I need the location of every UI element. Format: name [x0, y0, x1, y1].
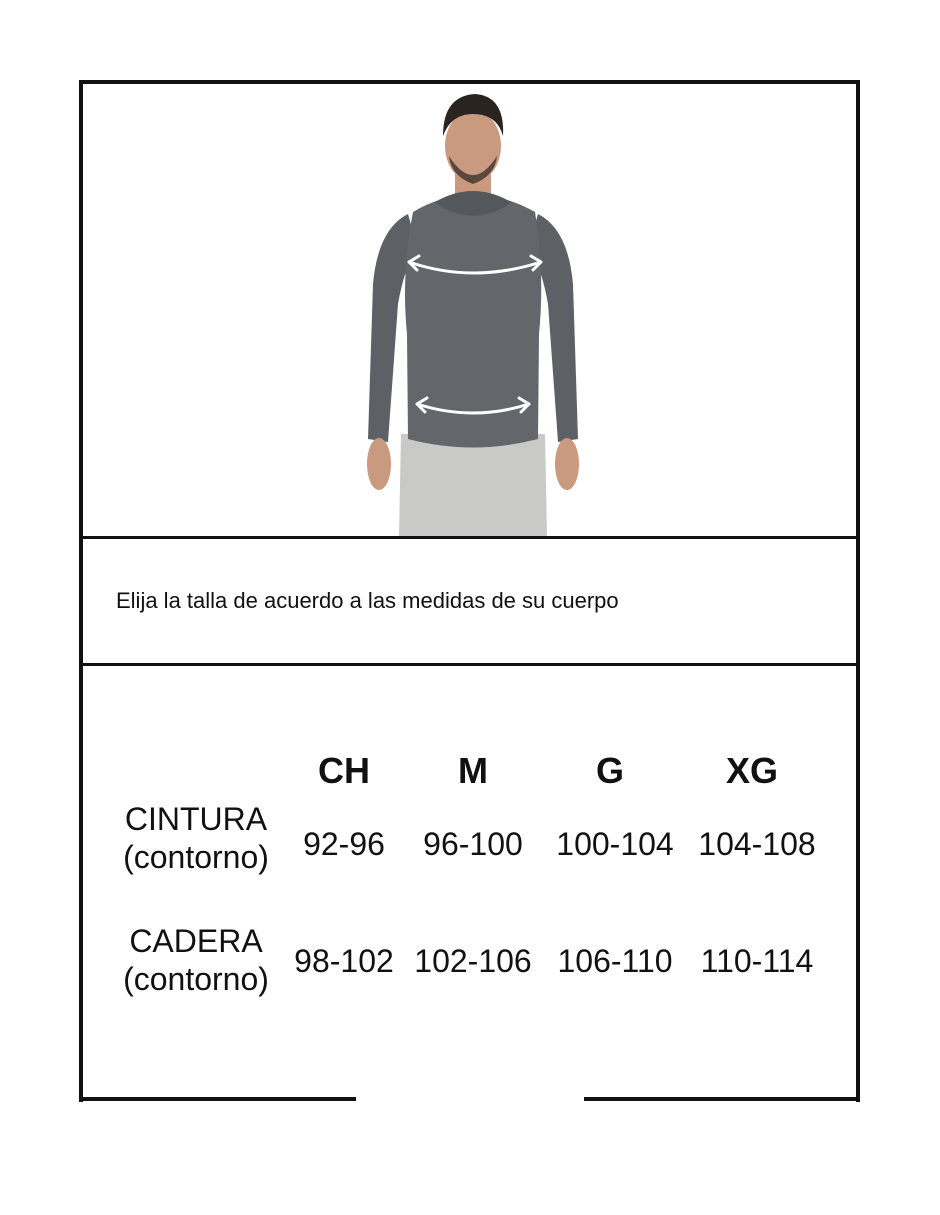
cadera-ch-value: 98-102 [294, 943, 394, 979]
cadera-xg-value: 110-114 [700, 943, 814, 979]
size-instruction-text: Elija la talla de acuerdo a las medidas de su cuerpo [116, 588, 619, 613]
model-left-hand [367, 438, 391, 490]
size-header-xg: XG [725, 750, 778, 791]
model-head [445, 110, 501, 182]
cintura-xg-value: 104-108 [698, 826, 816, 862]
row-label-cintura-line2: (contorno) [123, 839, 269, 875]
model-shorts [399, 434, 547, 536]
model-right-hand [555, 438, 579, 490]
row-label-cadera [106, 922, 286, 998]
model-photo [83, 84, 856, 536]
row-label-cintura-line1: CINTURA [124, 801, 268, 837]
frame-bottom-border-right [584, 1097, 860, 1101]
cintura-m-value: 96-100 [423, 826, 523, 862]
row-label-cadera-line1: CADERA [129, 923, 263, 959]
instruction-divider [79, 663, 860, 666]
model-hoodie [405, 196, 541, 448]
row-label-cadera-line2: (contorno) [123, 961, 269, 997]
cadera-m-value: 102-106 [414, 943, 532, 979]
cintura-g-value: 100-104 [556, 826, 674, 862]
cadera-g-value: 106-110 [557, 943, 673, 979]
size-header-ch: CH [318, 750, 370, 791]
photo-divider [79, 536, 860, 539]
frame-bottom-border-left [79, 1097, 356, 1101]
cintura-ch-value: 92-96 [303, 826, 385, 862]
row-label-cintura [106, 800, 286, 876]
size-header-g: G [595, 750, 624, 791]
frame-right-border [856, 80, 860, 1102]
size-header-m: M [458, 750, 488, 791]
